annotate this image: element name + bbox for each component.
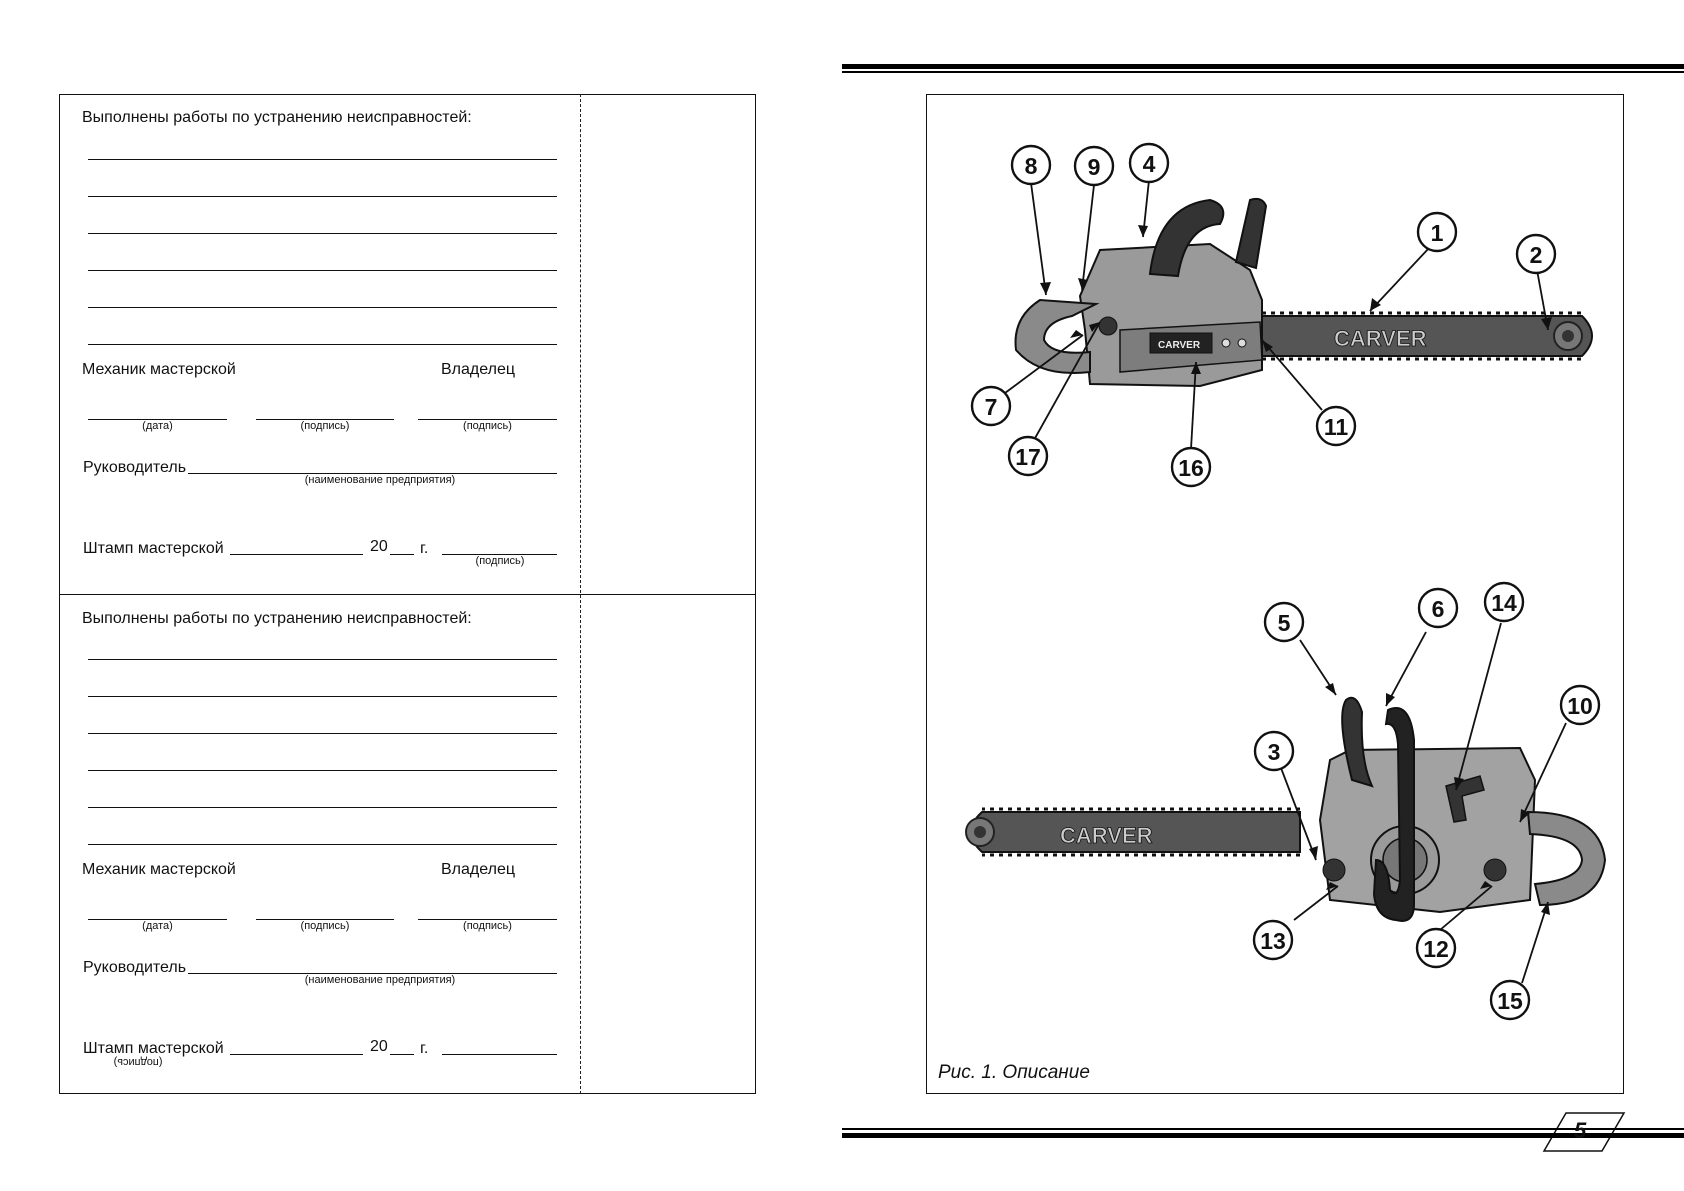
callout-7: 7 — [984, 394, 998, 420]
brand-logo-bottom: CARVER — [1060, 823, 1153, 848]
brand-logo-top: CARVER — [1334, 326, 1427, 351]
company-caption: (наименование предприятия) — [304, 474, 456, 486]
repairs-heading: Выполнены работы по устранению неисправностей: — [82, 610, 472, 627]
callout-16: 16 — [1178, 455, 1204, 481]
year-suffix: г. — [420, 1040, 429, 1057]
owner-label: Владелец — [441, 361, 516, 378]
callout-15: 15 — [1497, 988, 1523, 1014]
callout-14: 14 — [1491, 590, 1517, 616]
date-caption: (дата) — [142, 920, 173, 932]
callout-8: 8 — [1024, 153, 1038, 179]
callout-13: 13 — [1260, 928, 1286, 954]
callout-11: 11 — [1323, 414, 1349, 440]
footer-rule-thin — [842, 1128, 1684, 1130]
callout-1: 1 — [1430, 220, 1444, 246]
callout-10: 10 — [1567, 693, 1593, 719]
chainsaw-bottom — [966, 698, 1605, 921]
company-caption: (наименование предприятия) — [304, 974, 456, 986]
brand-logo-small-top: CARVER — [1158, 340, 1201, 351]
callout-4: 4 — [1142, 151, 1156, 177]
stamp-label: Штамп мастерской — [83, 1040, 224, 1057]
owner-label: Владелец — [441, 861, 516, 878]
signature-caption: (подпись) — [300, 420, 350, 432]
callout-6: 6 — [1431, 596, 1445, 622]
manager-label: Руководитель — [83, 459, 187, 476]
chainsaw-top — [1016, 199, 1593, 386]
callout-2: 2 — [1529, 242, 1543, 268]
signature-caption: (подпись) — [113, 1056, 163, 1068]
year-prefix: 20 — [370, 538, 388, 555]
signature-caption: (подпись) — [463, 420, 512, 432]
callout-3: 3 — [1267, 739, 1281, 765]
repairs-heading: Выполнены работы по устранению неисправностей: — [82, 109, 472, 126]
signature-caption: (подпись) — [463, 920, 512, 932]
callout-17: 17 — [1015, 444, 1041, 470]
stamp-label: Штамп мастерской — [83, 540, 224, 557]
mechanic-label: Механик мастерской — [82, 861, 236, 878]
year-suffix: г. — [420, 540, 429, 557]
footer-rule — [842, 1133, 1684, 1138]
year-prefix: 20 — [370, 1038, 388, 1055]
signature-caption: (подпись) — [300, 920, 350, 932]
page-number: 5 — [1574, 1118, 1587, 1143]
callout-9: 9 — [1087, 154, 1101, 180]
date-caption: (дата) — [142, 420, 173, 432]
callout-12: 12 — [1423, 936, 1449, 962]
signature-caption: (подпись) — [475, 555, 525, 567]
callout-5: 5 — [1277, 610, 1291, 636]
manager-label: Руководитель — [83, 959, 187, 976]
figure-caption: Рис. 1. Описание — [938, 1062, 1090, 1083]
mechanic-label: Механик мастерской — [82, 361, 236, 378]
